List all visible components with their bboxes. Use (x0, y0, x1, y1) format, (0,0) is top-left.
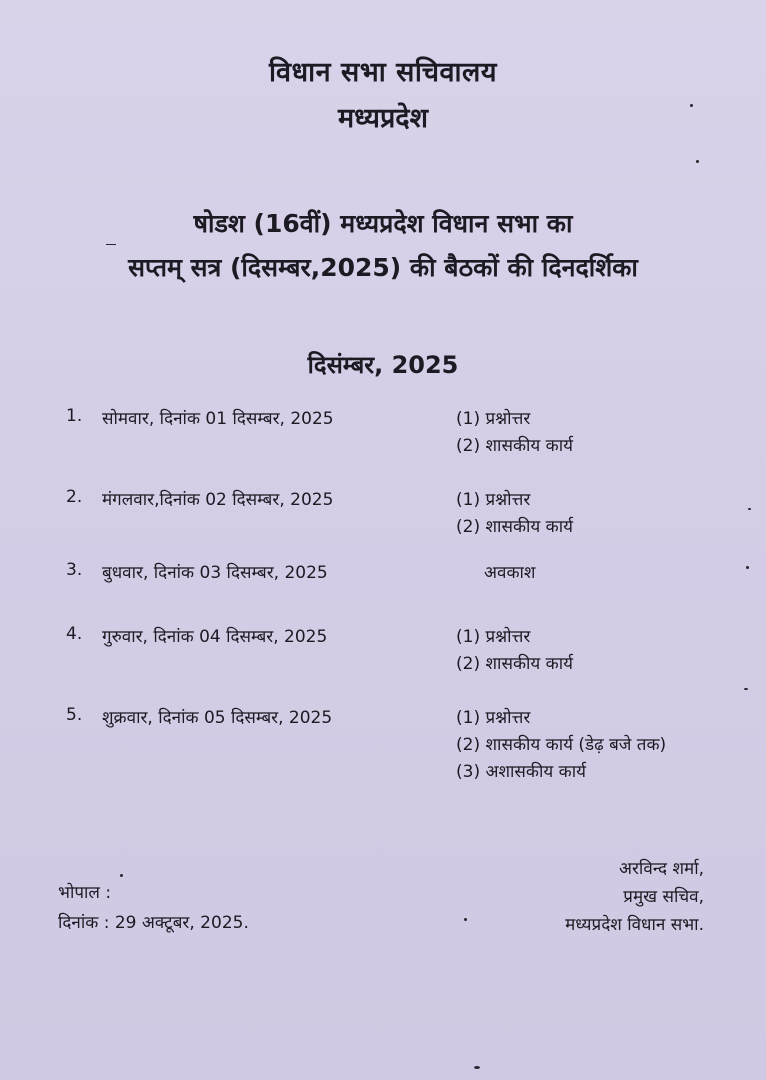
paper-speck (106, 244, 116, 245)
footer-date: दिनांक : 29 अक्टूबर, 2025. (58, 913, 249, 933)
paper-speck (748, 508, 751, 510)
agenda-item: (3) अशासकीय कार्य (456, 762, 586, 782)
paper-speck (474, 1066, 480, 1069)
paper-speck (120, 874, 123, 877)
agenda-item: (2) शासकीय कार्य (456, 654, 573, 674)
row-number: 2. (66, 487, 83, 507)
row-date: शुक्रवार, दिनांक 05 दिसम्बर, 2025 (102, 708, 333, 728)
row-agenda (456, 705, 666, 786)
agenda-item: (1) प्रश्नोत्तर (456, 490, 531, 510)
month-heading: दिसंम्बर, 2025 (307, 351, 459, 379)
signatory-name: अरविन्द शर्मा, (618, 859, 704, 879)
header-state: मध्यप्रदेश (337, 103, 429, 134)
row-date: मंगलवार,दिनांक 02 दिसम्बर, 2025 (102, 490, 334, 510)
row-number: 4. (66, 624, 83, 644)
holiday-label: अवकाश (484, 563, 536, 583)
row-number: 5. (66, 705, 83, 725)
row-agenda (456, 624, 573, 678)
paper-speck (464, 918, 467, 921)
header-secretariat: विधान सभा सचिवालय (269, 57, 497, 88)
row-agenda (456, 487, 573, 541)
footer-place: भोपाल : (58, 883, 112, 903)
agenda-item: (2) शासकीय कार्य (456, 517, 573, 537)
title-line-1: षोडश (16वीं) मध्यप्रदेश विधान सभा का (193, 209, 573, 238)
row-agenda (456, 406, 573, 460)
agenda-item: (2) शासकीय कार्य (डेढ़ बजे तक) (456, 735, 667, 755)
paper-speck (690, 104, 693, 107)
signatory-org: मध्यप्रदेश विधान सभा. (565, 915, 704, 935)
title-line-2: सप्तम् सत्र (दिसम्बर,2025) की बैठकों की दिनदर्शिका (128, 253, 638, 282)
row-number: 3. (66, 560, 83, 580)
row-date: बुधवार, दिनांक 03 दिसम्बर, 2025 (102, 563, 328, 583)
row-number: 1. (66, 406, 83, 426)
paper-speck (696, 160, 699, 163)
signatory-title: प्रमुख सचिव, (623, 887, 704, 907)
agenda-item: (1) प्रश्नोत्तर (456, 708, 531, 728)
row-date: गुरुवार, दिनांक 04 दिसम्बर, 2025 (102, 627, 328, 647)
agenda-item: (2) शासकीय कार्य (456, 436, 573, 456)
paper-speck (744, 688, 748, 690)
agenda-item: (1) प्रश्नोत्तर (456, 627, 531, 647)
agenda-item: (1) प्रश्नोत्तर (456, 409, 531, 429)
paper-speck (746, 566, 749, 569)
row-date: सोमवार, दिनांक 01 दिसम्बर, 2025 (102, 409, 334, 429)
